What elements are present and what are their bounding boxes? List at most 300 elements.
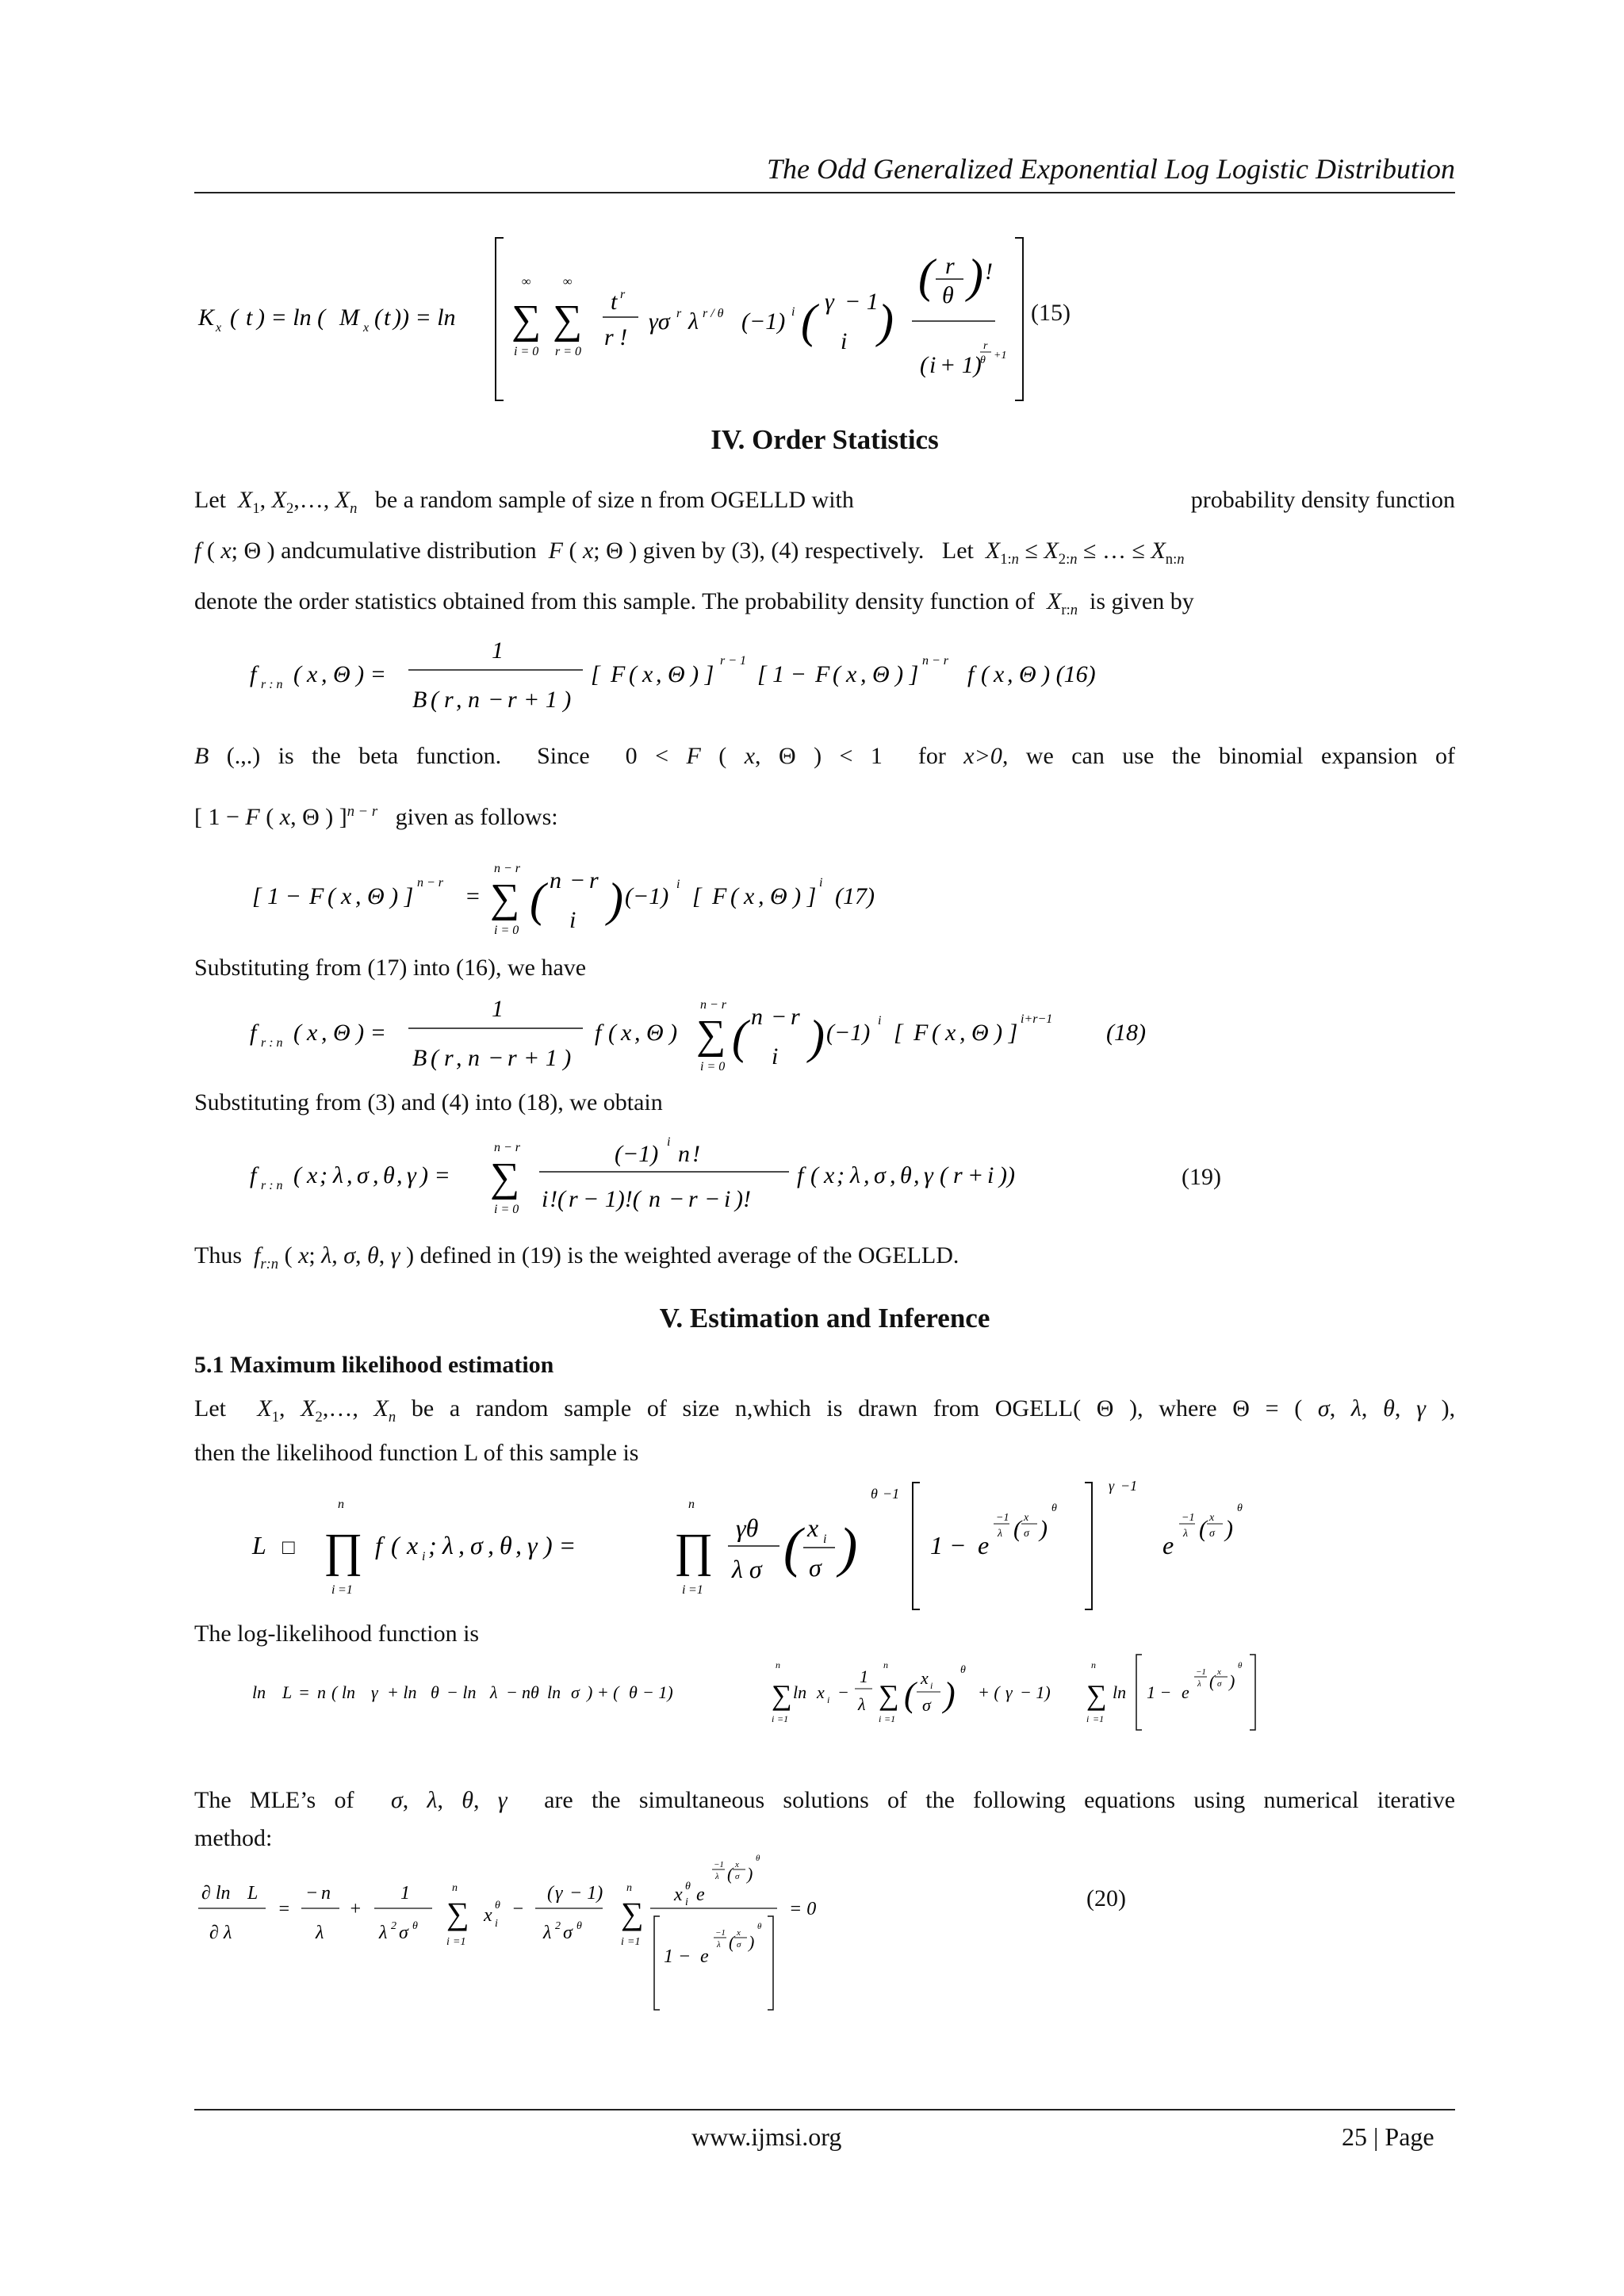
- svg-text:!: !: [692, 1141, 700, 1167]
- svg-text:x: x: [824, 1162, 835, 1188]
- equation-tag-20: (20): [1086, 1885, 1126, 1911]
- svg-text:x: x: [363, 321, 370, 335]
- svg-text:x: x: [735, 1860, 739, 1869]
- svg-text:,: ,: [456, 687, 462, 713]
- svg-text:): ): [1229, 1671, 1235, 1691]
- svg-text:− ln: − ln: [446, 1682, 477, 1702]
- svg-text:−1: −1: [1120, 1478, 1138, 1494]
- svg-text:, Θ ) =: , Θ ) =: [321, 661, 386, 687]
- svg-text:F: F: [309, 883, 324, 909]
- svg-text:f: f: [375, 1531, 382, 1559]
- paragraph-order-statistics: denote the order statistics obtained from this sample. The probability density function of $X_{r:n}$ is given by: [194, 588, 1194, 618]
- svg-text:L: L: [252, 1531, 266, 1559]
- svg-text:x: x: [1217, 1667, 1221, 1677]
- svg-text:t: t: [246, 304, 253, 331]
- svg-text:λ: λ: [715, 1872, 719, 1881]
- svg-text:−1: −1: [1182, 1512, 1195, 1524]
- svg-text:i: i: [446, 1936, 450, 1948]
- svg-text:ln: ln: [547, 1682, 561, 1702]
- svg-text:γ: γ: [924, 1162, 933, 1188]
- svg-text:λ: λ: [543, 1923, 552, 1943]
- svg-text:;: ;: [837, 1162, 845, 1188]
- svg-text:x: x: [846, 661, 857, 687]
- svg-text:n − r: n − r: [494, 862, 521, 875]
- svg-text:+ 1 ): + 1 ): [523, 687, 572, 713]
- svg-text:): ): [967, 250, 983, 302]
- svg-text:,: ,: [890, 1162, 896, 1188]
- svg-text:n: n: [626, 1882, 632, 1894]
- svg-text:B: B: [412, 1045, 427, 1071]
- svg-text:i = 0: i = 0: [494, 1203, 519, 1216]
- svg-text:) =: ) =: [420, 1162, 450, 1188]
- svg-text:): ): [878, 295, 894, 347]
- svg-text:(17): (17): [835, 883, 875, 909]
- svg-text:F: F: [712, 883, 727, 909]
- equation-likelihood: [252, 1475, 1283, 1624]
- paragraph-likelihood-intro: then the likelihood function L of this sample is: [194, 1440, 639, 1466]
- svg-text:n: n: [678, 1141, 690, 1167]
- svg-text:1: 1: [492, 637, 504, 664]
- svg-text:∑: ∑: [879, 1679, 899, 1711]
- svg-text:∑: ∑: [446, 1896, 469, 1931]
- svg-text:(: (: [940, 1162, 948, 1188]
- svg-text:i = 0: i = 0: [494, 924, 519, 937]
- svg-text:γ: γ: [1109, 1478, 1115, 1494]
- svg-text:− 1: − 1: [845, 289, 879, 315]
- svg-text:n: n: [321, 1883, 331, 1904]
- svg-text:θ: θ: [1237, 1502, 1243, 1514]
- svg-text:n − r: n − r: [417, 876, 444, 890]
- svg-text:e: e: [978, 1531, 990, 1559]
- svg-text:): ): [944, 1675, 956, 1714]
- svg-text:r: r: [444, 687, 454, 713]
- svg-text:1: 1: [860, 1667, 868, 1686]
- svg-text:∞: ∞: [522, 275, 531, 289]
- svg-text:−1: −1: [883, 1486, 900, 1502]
- svg-text:1 −: 1 −: [1147, 1682, 1172, 1702]
- svg-text:σ: σ: [735, 1872, 740, 1881]
- svg-text:=: =: [298, 1682, 310, 1702]
- svg-text:F: F: [611, 661, 626, 687]
- svg-text:x: x: [1209, 1512, 1215, 1524]
- svg-text:∏: ∏: [324, 1524, 363, 1576]
- svg-text:−: −: [668, 1186, 685, 1212]
- header-rule: [194, 192, 1455, 193]
- svg-text:λ: λ: [379, 1923, 388, 1943]
- svg-text:(: (: [293, 661, 301, 687]
- svg-text:θ: θ: [757, 1922, 762, 1931]
- svg-text:i: i: [676, 878, 680, 891]
- svg-text:[: [: [591, 661, 600, 687]
- svg-text:θ: θ: [629, 1682, 638, 1702]
- paragraph-substituting-17: Substituting from (17) into (16), we have: [194, 955, 587, 981]
- svg-text:x: x: [744, 883, 755, 909]
- svg-text:f: f: [250, 1162, 257, 1188]
- svg-text:f: f: [250, 1020, 257, 1046]
- svg-text:θ: θ: [685, 1881, 691, 1892]
- svg-text:): ): [1040, 1516, 1048, 1542]
- svg-text:, Θ ) ]: , Θ ) ]: [860, 661, 919, 687]
- svg-text:1: 1: [400, 1883, 410, 1904]
- paragraph-binomial: [ 1 − F ( x, Θ ) ]$^{n - r}$ given as follows:: [194, 803, 558, 830]
- svg-text:,: ,: [458, 1531, 465, 1559]
- svg-text:γ: γ: [527, 1531, 538, 1559]
- svg-text:): ): [839, 1517, 858, 1578]
- svg-text:−: −: [569, 867, 586, 894]
- svg-text:λ: λ: [688, 308, 699, 335]
- svg-text:x: x: [621, 1020, 632, 1046]
- svg-text:x: x: [484, 1905, 492, 1926]
- svg-text:n − r: n − r: [922, 654, 949, 668]
- svg-text:(: (: [230, 304, 238, 331]
- paragraph-log-likelihood-intro: The log-likelihood function is: [194, 1621, 480, 1647]
- svg-text:, Θ ) ]: , Θ ) ]: [758, 883, 817, 909]
- svg-text:!(: !(: [550, 1186, 565, 1212]
- svg-text:2: 2: [555, 1920, 561, 1932]
- svg-text:θ: θ: [756, 1854, 760, 1863]
- svg-text:+ ln: + ln: [387, 1682, 417, 1702]
- svg-text:(: (: [374, 304, 382, 331]
- svg-text:1 −: 1 −: [664, 1946, 691, 1967]
- subsection-title-mle: 5.1 Maximum likelihood estimation: [194, 1352, 554, 1378]
- svg-text:r = 0: r = 0: [555, 345, 582, 358]
- svg-text:r: r: [945, 253, 955, 279]
- svg-text:(: (: [431, 1045, 439, 1071]
- svg-text:∑: ∑: [490, 1155, 520, 1200]
- svg-text:(: (: [981, 661, 989, 687]
- svg-text:;: ;: [428, 1531, 437, 1559]
- svg-text:n: n: [751, 1004, 763, 1030]
- svg-text:(: (: [293, 1162, 301, 1188]
- svg-text:i: i: [667, 1135, 671, 1149]
- svg-text:+ 1): + 1): [940, 352, 982, 378]
- svg-text:, Θ ) ]: , Θ ) ]: [959, 1020, 1018, 1046]
- svg-text:=1: =1: [688, 1583, 703, 1597]
- svg-text:−: −: [771, 1004, 787, 1030]
- svg-text:[: [: [692, 883, 702, 909]
- svg-text:θ: θ: [1238, 1661, 1243, 1670]
- svg-text:, Θ ): , Θ ): [634, 1020, 678, 1046]
- svg-text:γσ: γσ: [649, 308, 670, 335]
- svg-text:∑: ∑: [772, 1679, 792, 1711]
- svg-text:;: ;: [320, 1162, 327, 1188]
- svg-text:n: n: [550, 867, 561, 894]
- svg-text:r: r: [688, 1186, 698, 1212]
- svg-text:r: r: [589, 867, 599, 894]
- svg-text:−: −: [837, 1682, 849, 1702]
- svg-text:r : n: r : n: [261, 1179, 283, 1192]
- svg-text:σ: σ: [470, 1531, 483, 1559]
- svg-text:(: (: [293, 1020, 301, 1046]
- svg-text:x: x: [307, 1020, 318, 1046]
- svg-text:λ: λ: [998, 1528, 1003, 1540]
- svg-text:, Θ ) (16): , Θ ) (16): [1007, 661, 1096, 687]
- svg-text:(: (: [920, 352, 928, 378]
- svg-text:i: i: [841, 328, 848, 354]
- svg-text:(: (: [918, 250, 934, 302]
- svg-text:(: (: [1199, 1516, 1207, 1542]
- svg-text:∑: ∑: [621, 1896, 644, 1931]
- svg-text:n: n: [338, 1498, 344, 1511]
- svg-text:t: t: [611, 289, 618, 315]
- svg-text:σ: σ: [1217, 1679, 1222, 1689]
- svg-text:+ 1 ): + 1 ): [523, 1045, 572, 1071]
- svg-text:x: x: [407, 1531, 419, 1559]
- svg-text:n: n: [649, 1186, 661, 1212]
- svg-text:i: i: [495, 1918, 498, 1930]
- svg-text:): ): [749, 1932, 755, 1952]
- svg-text:[: [: [894, 1020, 903, 1046]
- equation-log-likelihood: [252, 1651, 1362, 1744]
- svg-text:r : n: r : n: [261, 1036, 283, 1050]
- svg-text:γθ: γθ: [736, 1513, 759, 1542]
- svg-text:r : n: r : n: [261, 678, 283, 691]
- svg-text:λ: λ: [858, 1694, 866, 1714]
- svg-text:(−1): (−1): [625, 883, 669, 909]
- svg-text:− 1): − 1): [1020, 1682, 1051, 1702]
- svg-text:i: i: [827, 1694, 830, 1705]
- svg-text:γ: γ: [371, 1682, 378, 1702]
- svg-text:e: e: [696, 1885, 705, 1905]
- svg-text:i: i: [929, 352, 936, 378]
- svg-text:∑: ∑: [696, 1012, 726, 1058]
- equation-tag-15: (15): [1031, 300, 1071, 326]
- svg-text:(: (: [833, 661, 841, 687]
- svg-text:i: i: [878, 1014, 882, 1027]
- svg-text:r: r: [444, 1045, 454, 1071]
- svg-text:(18): (18): [1106, 1020, 1146, 1046]
- svg-text:x: x: [945, 1020, 956, 1046]
- svg-text:i: i: [569, 907, 576, 933]
- svg-text:, Θ ) =: , Θ ) =: [321, 1020, 386, 1046]
- svg-text:λ: λ: [224, 1923, 232, 1943]
- svg-text:,: ,: [373, 1162, 379, 1188]
- svg-text:=: =: [278, 1899, 291, 1919]
- svg-text:λ: λ: [442, 1531, 454, 1559]
- paragraph-pdf-cdf: f ( x; Θ ) andcumulative distribution F ( x; Θ ) given by (3), (4) respectively. Let $X_{1:n} \le X_{2:n}$ ≤ … ≤ $X_{n:n}$: [194, 538, 1185, 568]
- svg-text:i: i: [772, 1043, 779, 1070]
- svg-text:∑: ∑: [511, 297, 542, 342]
- svg-text:e: e: [1182, 1682, 1189, 1702]
- svg-text:nθ: nθ: [522, 1682, 539, 1702]
- svg-text:x: x: [994, 661, 1005, 687]
- svg-text:σ: σ: [809, 1553, 822, 1582]
- svg-text:=1: =1: [338, 1583, 353, 1597]
- svg-text:(−1): (−1): [826, 1020, 871, 1046]
- svg-text:ln: ln: [252, 1682, 266, 1702]
- svg-text:x: x: [674, 1885, 683, 1905]
- svg-text:[ 1 −: [ 1 −: [757, 661, 806, 687]
- svg-text:L: L: [282, 1682, 293, 1702]
- svg-text:i: i: [987, 1162, 994, 1188]
- paragraph-mle-sample: Let $X_1$, $X_2,\dots$, $X_n$ be a random sample of size n,which is drawn from OGELL( Θ ), where Θ = ( σ, λ, θ, γ ),: [194, 1395, 1456, 1425]
- svg-text:(: (: [547, 1883, 553, 1904]
- svg-text:λ σ: λ σ: [732, 1555, 762, 1583]
- paragraph-mle-equations: The MLE’s of σ, λ, θ, γ are the simultaneous solutions of the following equations using numerical iterative: [194, 1787, 1456, 1813]
- svg-text:σ: σ: [357, 1162, 369, 1188]
- paragraph-let-sample: Let $X_1$, $X_2,\dots$, $X_n$ be a random sample of size n from OGELLD with probability density function: [194, 487, 1455, 517]
- svg-text:θ: θ: [942, 282, 954, 308]
- svg-text:): ): [1225, 1516, 1233, 1542]
- svg-text:i: i: [621, 1936, 624, 1948]
- svg-text:λ: λ: [316, 1923, 324, 1943]
- svg-text:(: (: [391, 1531, 400, 1559]
- svg-text:σ: σ: [737, 1940, 741, 1950]
- svg-text:(: (: [729, 1932, 735, 1952]
- svg-text:(: (: [1209, 1671, 1216, 1691]
- svg-text:+ (: + (: [978, 1682, 1000, 1702]
- svg-text:): ): [809, 1011, 825, 1063]
- svg-text:(−1): (−1): [741, 308, 786, 335]
- svg-text:,: ,: [396, 1162, 403, 1188]
- svg-text:λ: λ: [1197, 1679, 1201, 1689]
- svg-text:γ: γ: [555, 1883, 563, 1904]
- svg-text:f: f: [250, 661, 257, 687]
- svg-text:−1: −1: [996, 1512, 1009, 1524]
- svg-text:∂ ln: ∂ ln: [201, 1883, 231, 1904]
- svg-text:n − r: n − r: [700, 998, 727, 1012]
- svg-text:e: e: [1162, 1531, 1174, 1559]
- svg-text:F: F: [815, 661, 830, 687]
- svg-text:n − r: n − r: [494, 1141, 521, 1154]
- svg-text:i: i: [791, 305, 795, 319]
- paragraph-beta-function: B (.,.) is the beta function. Since 0 < F ( x, Θ ) < 1 for x>0, we can use the binomial expansion of: [194, 743, 1456, 769]
- svg-text:x: x: [1024, 1512, 1029, 1524]
- svg-text:+: +: [967, 1162, 984, 1188]
- svg-text:,: ,: [914, 1162, 920, 1188]
- svg-text:∑: ∑: [490, 876, 520, 921]
- svg-text:σ: σ: [1209, 1528, 1215, 1540]
- svg-text:(: (: [732, 1011, 748, 1063]
- svg-text:): ): [607, 874, 623, 926]
- svg-text:,: ,: [864, 1162, 870, 1188]
- svg-text:!: !: [985, 258, 993, 285]
- svg-text:i: i: [930, 1680, 933, 1691]
- svg-text:(: (: [431, 687, 439, 713]
- svg-text:−: −: [488, 1045, 504, 1071]
- equation-20: [198, 1851, 991, 2040]
- svg-text:(: (: [629, 661, 637, 687]
- svg-text:σ: σ: [399, 1923, 408, 1943]
- svg-text:i = 0: i = 0: [514, 345, 539, 358]
- svg-text:(: (: [727, 1864, 733, 1884]
- svg-text:i: i: [422, 1550, 426, 1563]
- svg-text:−: −: [506, 1682, 518, 1702]
- svg-text:(: (: [327, 883, 335, 909]
- svg-text:θ: θ: [412, 1920, 418, 1932]
- svg-text:+: +: [349, 1899, 362, 1919]
- footer-page-number: 25 | Page: [1342, 2122, 1434, 2151]
- svg-text:f: f: [797, 1162, 804, 1188]
- svg-text:∂: ∂: [209, 1923, 219, 1943]
- svg-text:r / θ: r / θ: [703, 307, 724, 320]
- svg-text:f: f: [967, 661, 975, 687]
- svg-text:): ): [747, 1864, 753, 1884]
- svg-text:r: r: [508, 1045, 517, 1071]
- svg-text:r: r: [620, 288, 626, 301]
- svg-text:i: i: [772, 1713, 775, 1724]
- section-title-estimation: V. Estimation and Inference: [659, 1303, 990, 1334]
- svg-text:−: −: [488, 687, 504, 713]
- svg-text:e: e: [700, 1946, 709, 1967]
- footer-rule: [194, 2109, 1455, 2110]
- svg-text:∑: ∑: [1086, 1679, 1107, 1711]
- equation-18: [250, 991, 1201, 1085]
- svg-text:i: i: [879, 1713, 882, 1724]
- svg-text:i: i: [819, 876, 823, 890]
- svg-text:− 1): − 1): [569, 1883, 603, 1904]
- svg-text:σ: σ: [571, 1682, 580, 1702]
- paragraph-method: method:: [194, 1825, 273, 1851]
- svg-text:□: □: [282, 1536, 295, 1559]
- svg-text:B: B: [412, 687, 427, 713]
- svg-text:x: x: [307, 1162, 318, 1188]
- svg-text:)!: )!: [735, 1186, 751, 1212]
- svg-text:[ 1 −: [ 1 −: [252, 883, 301, 909]
- svg-text:=1: =1: [884, 1713, 896, 1724]
- footer-site[interactable]: www.ijmsi.org: [691, 2122, 842, 2151]
- svg-text:i: i: [331, 1583, 335, 1597]
- svg-text:σ: σ: [922, 1695, 931, 1715]
- svg-text:n: n: [317, 1682, 326, 1702]
- svg-text:i: i: [682, 1583, 686, 1597]
- svg-text:θ: θ: [576, 1920, 582, 1932]
- svg-text:i: i: [542, 1186, 549, 1212]
- svg-text:x: x: [807, 1513, 819, 1542]
- svg-text:F: F: [914, 1020, 929, 1046]
- svg-text:r: r: [983, 340, 988, 352]
- svg-text:L: L: [247, 1883, 259, 1904]
- svg-text:1 −: 1 −: [930, 1531, 967, 1559]
- svg-text:r: r: [508, 687, 517, 713]
- svg-text:i: i: [823, 1533, 827, 1546]
- svg-text:−: −: [511, 1899, 525, 1919]
- svg-text:x: x: [642, 661, 653, 687]
- svg-text:∞: ∞: [563, 275, 573, 289]
- svg-text:(: (: [530, 874, 546, 926]
- svg-text:f: f: [595, 1020, 602, 1046]
- svg-text:=1: =1: [453, 1936, 466, 1948]
- svg-text:x: x: [341, 883, 352, 909]
- svg-text:i: i: [685, 1896, 688, 1908]
- svg-text:θ: θ: [383, 1162, 395, 1188]
- svg-text:r: r: [953, 1162, 963, 1188]
- paragraph-substituting-3-4: Substituting from (3) and (4) into (18), we obtain: [194, 1089, 663, 1115]
- svg-text:) =: ) =: [544, 1531, 576, 1559]
- equation-tag-19: (19): [1182, 1164, 1221, 1190]
- svg-text:n: n: [468, 1045, 480, 1071]
- svg-text:=1: =1: [777, 1713, 789, 1724]
- svg-text:λ: λ: [850, 1162, 860, 1188]
- svg-text:− 1)!(: − 1)!(: [583, 1186, 641, 1212]
- svg-text:) = ln (: ) = ln (: [257, 304, 326, 331]
- svg-text:λ: λ: [717, 1940, 721, 1950]
- equation-15: [198, 230, 1110, 419]
- svg-text:x: x: [817, 1682, 825, 1702]
- svg-text:)): )): [999, 1162, 1015, 1188]
- svg-text:λ: λ: [333, 1162, 343, 1188]
- svg-text:∑: ∑: [553, 297, 583, 342]
- svg-text:∏: ∏: [674, 1524, 714, 1576]
- svg-text:= 0: = 0: [789, 1899, 817, 1919]
- svg-text:i = 0: i = 0: [700, 1060, 726, 1073]
- svg-text:, Θ ) ]: , Θ ) ]: [355, 883, 414, 909]
- svg-text:−: −: [305, 1883, 319, 1904]
- svg-text:)) = ln: )) = ln: [393, 304, 456, 331]
- svg-text:θ: θ: [431, 1682, 439, 1702]
- svg-text:γ: γ: [825, 289, 834, 315]
- svg-text:−: −: [704, 1186, 721, 1212]
